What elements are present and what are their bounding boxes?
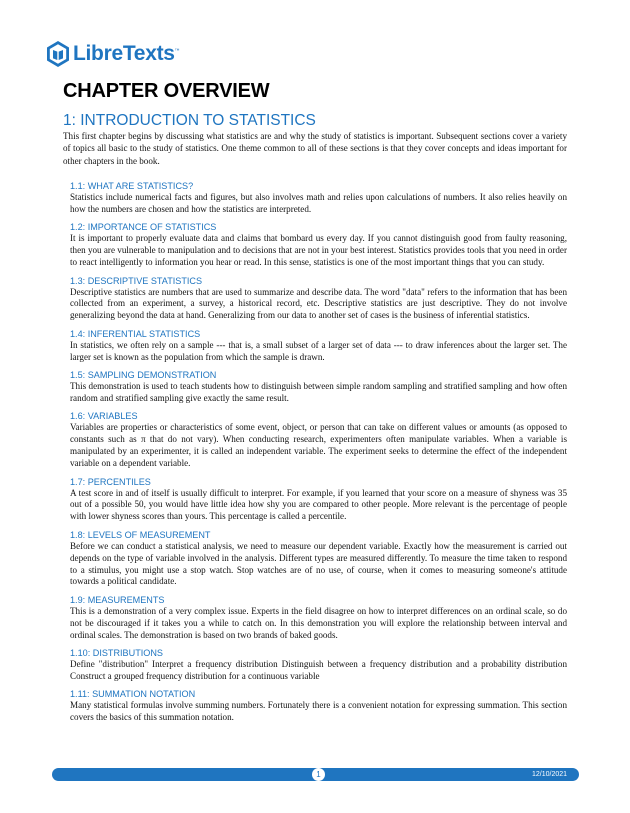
section-item [70, 328, 567, 364]
section-item [70, 275, 567, 323]
section-item [70, 529, 567, 589]
section-title-1-8[interactable]: 1.8: LEVELS OF MEASUREMENT [70, 529, 211, 540]
section-item [70, 476, 567, 524]
section-item [70, 221, 567, 269]
section-summary-1-5: This demonstration is used to teach students how to distinguish between simple random sampling and stratified sampling and how often random and stratified sampling give exactly the same result. [70, 381, 567, 403]
section-summary-1-11: Many statistical formulas involve summing numbers. Fortunately there is a convenient notation for expressing summation. This section covers the basics of this summation notation. [70, 700, 567, 723]
section-title-1-9[interactable]: 1.9: MEASUREMENTS [70, 594, 165, 605]
section-summary-1-3: Descriptive statistics are numbers that are used to summarize and describe data. The word "data" refers to the information that has been collected from an experiment, a survey, a historical record, etc. Descriptive statistics are just descriptive. They do not involve generalizing beyond the data at hand. Generalizing from our data to another set of cases is the business of inferential statistics. [70, 286, 567, 321]
section-summary-1-7: A test score in and of itself is usually difficult to interpret. For example, if you learned that your score on a measure of shyness was 35 out of a possible 50, you would have little idea how shy you are compared to other people. More relevant is the percentage of people with lower shyness scores than yours. This percentage is called a percentile. [70, 487, 567, 522]
section-item [70, 410, 567, 470]
section-summary-1-1: Statistics include numerical facts and figures, but also involves math and relies upon calculations of numbers. It also relies heavily on how the numbers are chosen and how the statistics are interpreted. [70, 192, 567, 214]
section-item [70, 688, 567, 724]
section-summary-1-2: It is important to properly evaluate data and claims that bombard us every day. If you cannot distinguish good from faulty reasoning, then you are vulnerable to manipulation and to decisions that are not in your best interest. Statistics provides tools that you need in order to react intelligently to information you hear or read. In this sense, statistics is one of the most important things that you can study. [70, 233, 567, 268]
section-title-1-2[interactable]: 1.2: IMPORTANCE OF STATISTICS [70, 222, 217, 233]
section-title-1-3[interactable]: 1.3: DESCRIPTIVE STATISTICS [70, 275, 203, 286]
section-item [70, 369, 567, 405]
libretexts-logo-icon [46, 40, 70, 68]
footer-date: 12/10/2021 [532, 771, 568, 778]
section-summary-1-10: Define "distribution" Interpret a frequency distribution Distinguish between a frequency distribution and a probability distribution Construct a grouped frequency distribution for a continuous variable [70, 659, 567, 681]
chapter-overview-heading: CHAPTER OVERVIEW [63, 80, 270, 102]
brand-name: LibreTexts [73, 42, 175, 65]
chapter-intro: This first chapter begins by discussing what statistics are and why the study of statistics is important. Subsequent sections cover a variety of topics all basic to the study of statistics. One theme common to all of these sections is that they cover concepts and ideas important for other chapters in the book. [63, 131, 567, 166]
section-summary-1-9: This is a demonstration of a very complex issue. Experts in the field disagree on how to interpret differences on an ordinal scale, so do not be discouraged if it takes you a while to catch on. In this demonstration you will explore the relationship between interval and ordinal scales. The demonstration is based on two brands of baked goods. [70, 605, 567, 640]
section-title-1-7[interactable]: 1.7: PERCENTILES [70, 476, 151, 487]
section-title-1-6[interactable]: 1.6: VARIABLES [70, 411, 138, 422]
section-title-1-5[interactable]: 1.5: SAMPLING DEMONSTRATION [70, 370, 217, 381]
section-item [70, 594, 567, 642]
libretexts-logo[interactable] [46, 38, 180, 70]
section-title-1-4[interactable]: 1.4: INFERENTIAL STATISTICS [70, 328, 201, 339]
section-title-1-1[interactable]: 1.1: WHAT ARE STATISTICS? [70, 181, 194, 191]
chapter-title[interactable]: 1: INTRODUCTION TO STATISTICS [63, 112, 316, 129]
section-summary-1-6: Variables are properties or characteristics of some event, object, or person that can take on different values or amounts (as opposed to constants such as π that do not vary). When conducting research, experimenters often manipulate variables. When a variable is manipulated by an experimenter, it is called an independent variable. The experiment seeks to determine the effect of the independent variable on a dependent variable. [70, 422, 567, 469]
section-item [70, 180, 567, 216]
section-summary-1-8: Before we can conduct a statistical analysis, we need to measure our dependent variable. Exactly how the measurement is carried out depends on the type of variable involved in the analysis. Different types are measured differently. To measure the time taken to respond to a stimulus, you might use a stop watch. Stop watches are of no use, of course, when it comes to measuring someone's attitude towards a political candidate. [70, 540, 567, 587]
section-title-1-11[interactable]: 1.11: SUMMATION NOTATION [70, 689, 196, 700]
brand-trademark: ™ [174, 48, 180, 54]
section-title-1-10[interactable]: 1.10: DISTRIBUTIONS [70, 648, 163, 659]
section-item [70, 647, 567, 683]
section-list [70, 180, 567, 730]
section-summary-1-4: In statistics, we often rely on a sample --- that is, a small subset of a larger set of data --- to draw inferences about the larger set. The larger set is known as the population from which the sample is drawn. [70, 339, 567, 362]
page-number: 1 [312, 768, 325, 781]
